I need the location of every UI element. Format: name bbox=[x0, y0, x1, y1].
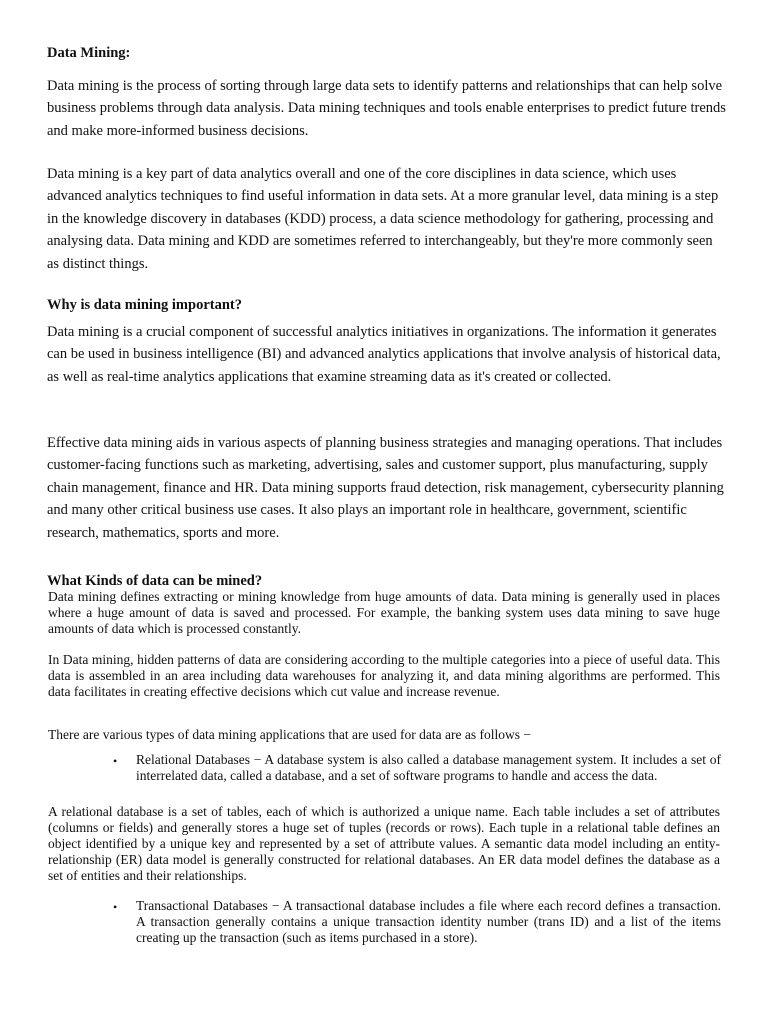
list-item-relational-databases: Relational Databases − A database system is also called a database management system. It includes a set of interrelated data, called a database, and a set of software programs to handle and access the data. bbox=[136, 752, 721, 783]
heading-why-important: Why is data mining important? bbox=[47, 297, 242, 313]
bullet-marker: • bbox=[113, 900, 118, 914]
list-intro: There are various types of data mining applications that are used for data are as follows − bbox=[48, 727, 531, 742]
paragraph-data-mining-analytics: Data mining is a key part of data analytics overall and one of the core disciplines in data science, which uses advanced analytics techniques to find useful information in data sets. At a more granular level, data mining is a step in the knowledge discovery in databases (KDD) process, a data science methodology for gathering, processing and analysing data. Data mining and KDD are sometimes referred to interchangeably, but they're more commonly seen as distinct things. bbox=[47, 166, 719, 272]
paragraph-hidden-patterns: In Data mining, hidden patterns of data are considering according to the multiple categories into a piece of useful data. This data is assembled in an area including data warehouses for analyzing it, and data mining algorithms are performed. This data facilitates in creating effective decisions which cut value and increase revenue. bbox=[48, 652, 720, 699]
paragraph-mining-definition: Data mining defines extracting or mining knowledge from huge amounts of data. Data mining is generally used in places where a huge amount of data is saved and processed. For example, the banking system uses data mining to save huge amounts of data which is processed constantly. bbox=[48, 589, 720, 636]
bullet-marker: • bbox=[113, 754, 118, 768]
heading-data-mining: Data Mining: bbox=[47, 45, 131, 61]
paragraph-importance: Data mining is a crucial component of successful analytics initiatives in organizations. The information it generates can be used in business intelligence (BI) and advanced analytics applications that involve analysis of historical data, as well as real-time analytics applications that examine streaming data as it's created or collected. bbox=[47, 324, 721, 385]
paragraph-effective-mining: Effective data mining aids in various aspects of planning business strategies and managing operations. That includes customer-facing functions such as marketing, advertising, sales and customer support, plus manufacturing, supply chain management, finance and HR. Data mining supports fraud detection, risk management, cybersecurity planning and many other critical business use cases. It also plays an important role in healthcare, government, scientific research, mathematics, sports and more. bbox=[47, 435, 724, 541]
list-item-transactional-databases: Transactional Databases − A transactional database includes a file where each record defines a transaction. A transaction generally contains a unique transaction identity number (trans ID) and a list of the items creating up the transaction (such as items purchased in a store). bbox=[136, 898, 721, 945]
paragraph-data-mining-definition: Data mining is the process of sorting through large data sets to identify patterns and relationships that can help solve business problems through data analysis. Data mining techniques and tools enable enterprises to predict future trends and make more-informed business decisions. bbox=[47, 78, 726, 139]
heading-kinds-of-data: What Kinds of data can be mined? bbox=[47, 573, 263, 589]
paragraph-relational-database-detail: A relational database is a set of tables, each of which is authorized a unique name. Each table includes a set of attributes (columns or fields) and generally stores a huge set of tuples (records or rows). Each tuple in a relational table defines an object identified by a unique key and represented by a set of attribute values. A semantic data model including an entity-relationship (ER) data model is generally constructed for relational databases. An ER data model defines the database as a set of entities and their relationships. bbox=[48, 804, 720, 883]
